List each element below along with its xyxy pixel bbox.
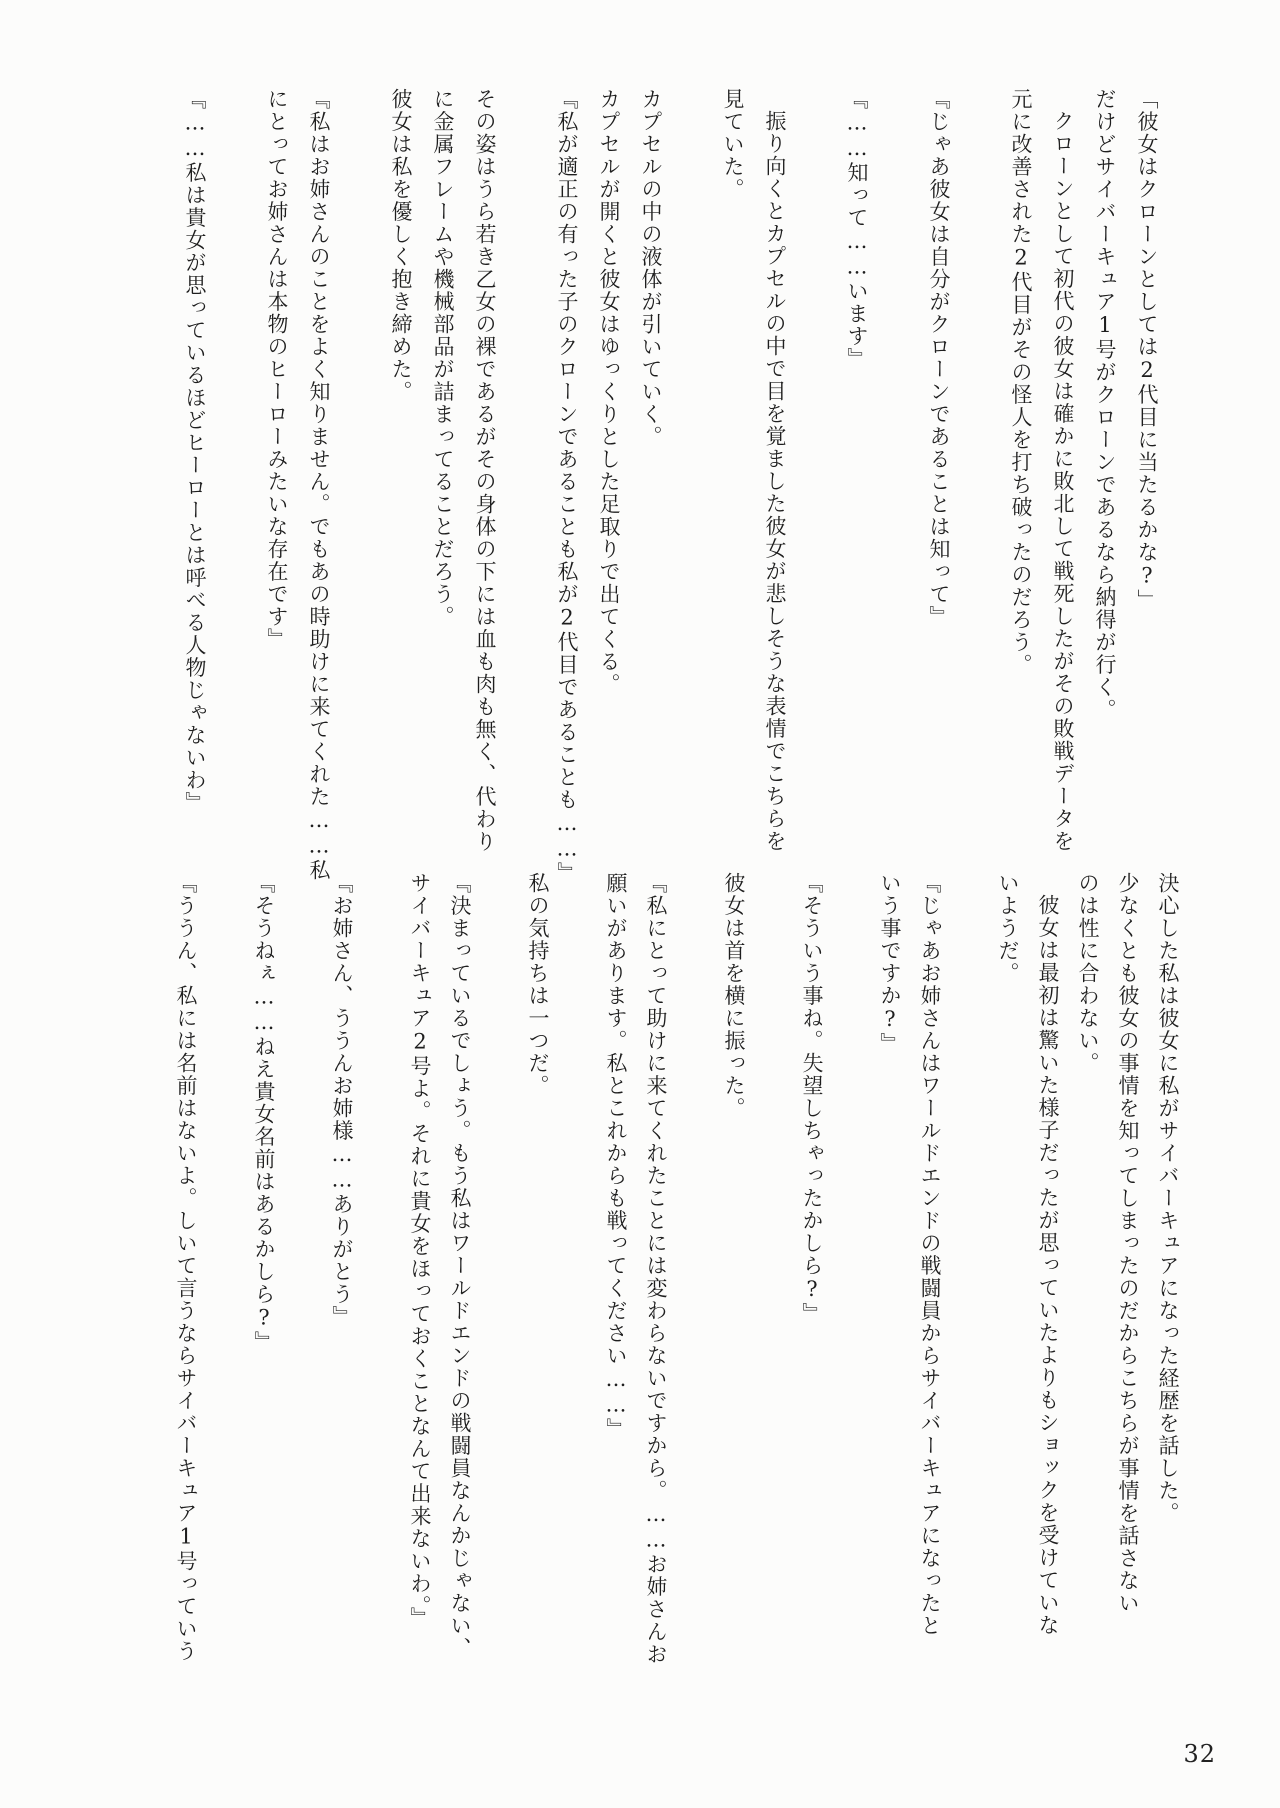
text-line: 『お姉さん、ううんお姉様……ありがとう』 [330,872,354,1328]
text-line: 『……知って……います』 [845,88,869,370]
text-line: 『そういう事ね。失望しちゃったかしら?』 [800,872,824,1325]
text-line: 願いがあります。私とこれからも戦ってください……』 [604,872,628,1441]
text-block-bottom [166,872,1188,1672]
text-line: にとってお姉さんは本物のヒーローみたいな存在です』 [265,88,289,651]
text-line: 『そうねぇ……ねえ貴女名前はあるかしら?』 [252,872,276,1354]
text-line: 『じゃあ彼女は自分がクローンであることは知って』 [927,88,951,628]
text-line: 『私が適正の有った子のクローンであることも私が2代目であることも……』 [555,88,579,885]
text-line: 『私はお姉さんのことをよく知りません。でもあの時助けに来てくれた……私 [307,88,331,882]
text-line: いようだ。 [996,872,1020,985]
text-line: 見ていた。 [721,88,745,201]
page-number: 32 [1183,1740,1216,1768]
text-line: 元に改善された2代目がその怪人を打ち破ったのだろう。 [1009,88,1033,676]
text-line: 『じゃあお姉さんはワールドエンドの戦闘員からサイバーキュアになったと [918,872,942,1637]
text-line: 振り向くとカプセルの中で目を覚ました彼女が悲しそうな表情でこちらを [763,110,787,853]
text-line: 彼女は最初は驚いた様子だったが思っていたよりもショックを受けていな [1036,894,1060,1637]
text-line: いう事ですか?』 [878,872,902,1055]
text-line: 『……私は貴女が思っているほどヒーローとは呼べる人物じゃないわ』 [183,88,207,814]
text-line: だけどサイバーキュア1号がクローンであるなら納得が行く。 [1093,88,1117,721]
text-line: 決心した私は彼女に私がサイバーキュアになった経歴を話した。 [1156,872,1180,1525]
text-line: に金属フレームや機械部品が詰まってることだろう。 [431,88,455,628]
text-line: 『私にとって助けに来てくれたことには変わらないですから。……お姉さんお [644,872,668,1666]
text-line: 私の気持ちは一つだ。 [526,872,550,1097]
text-line: その姿はうら若き乙女の裸であるがその身体の下には血も肉も無く、代わり [473,88,497,853]
text-line: クローンとして初代の彼女は確かに敗北して戦死したがその敗戦データを [1051,110,1075,853]
text-line: カプセルが開くと彼女はゆっくりとした足取りで出てくる。 [597,88,621,696]
text-line: 『決まっているでしょう。もう私はワールドエンドの戦闘員なんかじゃない、 [448,872,472,1660]
text-line: 「彼女はクローンとしては2代目に当たるかな?」 [1135,88,1159,612]
text-line: サイバーキュア2号よ。それに貴女をほっておくことなんて出来ないわ。』 [408,872,432,1630]
text-line: のは性に合わない。 [1076,872,1100,1075]
text-line: 彼女は私を優しく抱き締めた。 [389,88,413,403]
text-block-top [174,88,1168,908]
text-line: 少なくとも彼女の事情を知ってしまったのだからこちらが事情を話さない [1116,872,1140,1615]
text-line: 『ううん、私には名前はないよ。しいて言うならサイバーキュア1号っていう [174,872,198,1663]
text-line: カプセルの中の液体が引いていく。 [639,88,663,448]
text-line: 彼女は首を横に振った。 [722,872,746,1120]
